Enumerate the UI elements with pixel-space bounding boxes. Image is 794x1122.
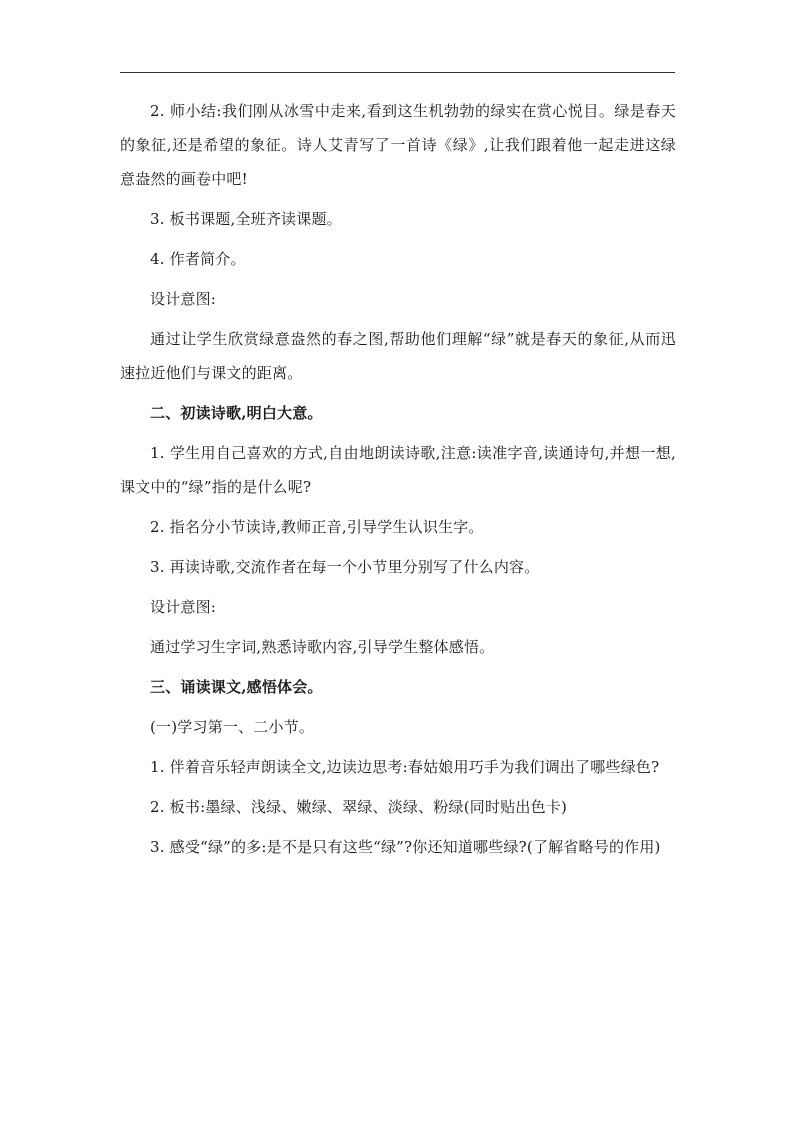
paragraph-design-intent-label: 设计意图: <box>150 598 217 616</box>
document-body <box>120 94 676 870</box>
paragraph-study-1: 1. 伴着音乐轻声朗读全文,边读边思考:春姑娘用巧手为我们调出了哪些绿色? <box>150 758 660 776</box>
paragraph-design-intent-label: 设计意图: <box>150 290 217 308</box>
paragraph-study-2: 2. 板书:墨绿、浅绿、嫩绿、翠绿、淡绿、粉绿(同时贴出色卡) <box>150 798 568 816</box>
paragraph-summary: 2. 师小结:我们刚从冰雪中走来,看到这生机勃勃的绿实在赏心悦目。绿是春天的象征,还是希望的象征。诗人艾青写了一首诗《绿》,让我们跟着他一起走进这绿意盎然的画卷中吧! <box>120 102 676 188</box>
section-heading-initial-reading: 二、初读诗歌,明白大意。 <box>150 404 323 422</box>
paragraph-design-intent: 通过让学生欣赏绿意盎然的春之图,帮助他们理解“绿”就是春天的象征,从而迅速拉近他们与课文的距离。 <box>120 330 676 382</box>
paragraph-subsection-1: (一)学习第一、二小节。 <box>150 718 315 736</box>
paragraph-read-2: 2. 指名分小节读诗,教师正音,引导学生认识生字。 <box>150 518 484 536</box>
paragraph-author-intro: 4. 作者简介。 <box>150 250 246 268</box>
paragraph-read-1: 1. 学生用自己喜欢的方式,自由地朗读诗歌,注意:读准字音,读通诗句,并想一想,课文中的“绿”指的是什么呢? <box>120 444 676 496</box>
section-heading-recitation: 三、诵读课文,感悟体会。 <box>150 678 323 696</box>
paragraph-read-3: 3. 再读诗歌,交流作者在每一个小节里分别写了什么内容。 <box>150 558 540 576</box>
header-rule <box>120 72 675 73</box>
paragraph-design-intent: 通过学习生字词,熟悉诗歌内容,引导学生整体感悟。 <box>150 638 495 656</box>
paragraph-study-3: 3. 感受“绿”的多:是不是只有这些“绿”?你还知道哪些绿?(了解省略号的作用) <box>150 838 661 856</box>
paragraph-board-title: 3. 板书课题,全班齐读课题。 <box>150 210 342 228</box>
